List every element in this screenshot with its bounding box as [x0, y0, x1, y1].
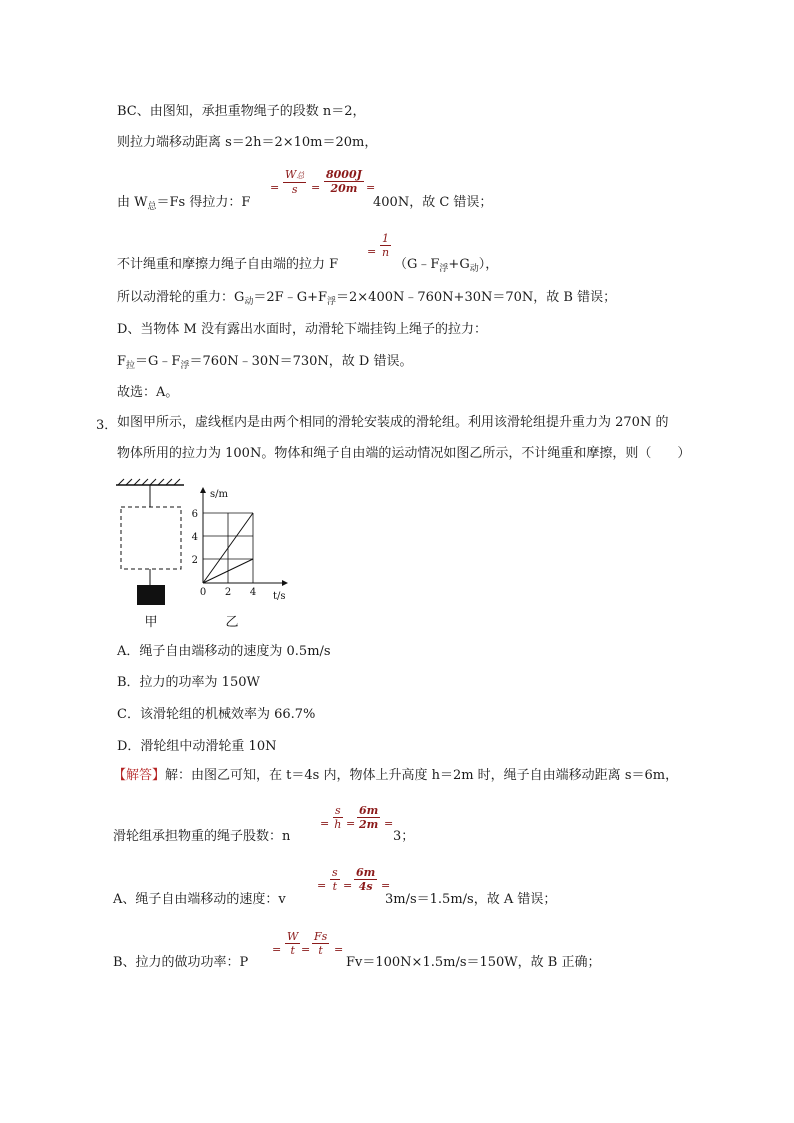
question-line-2: 物体所用的拉力为 100N。物体和绳子自由端的运动情况如图乙所示，不计绳重和摩擦，则（ ） — [117, 446, 691, 461]
answer-line-4: B、拉力的做功功率：P — [113, 955, 249, 970]
weight-block — [137, 585, 165, 605]
answer-line-3: A、绳子自由端移动的速度：v — [113, 892, 286, 907]
solution-line-choice: 故选：A。 — [117, 385, 179, 400]
answer-line-4-result: Fv＝100N×1.5m/s＝150W，故 B 正确； — [346, 955, 601, 970]
question-line-1: 如图甲所示，虚线框内是由两个相同的滑轮安装成的滑轮组。利用该滑轮组提升重力为 270N 的 — [117, 415, 669, 430]
solution-line-pull: $F_拉=G﹣F_浮=760N﹣30N=730N$，故 D 错误。 — [117, 354, 413, 371]
x-axis-arrow — [282, 580, 288, 586]
force-equation: = W总 s = $\frac{8000J}{20m}$ = — [270, 168, 376, 196]
question-number: 3． — [96, 418, 118, 433]
option-d: D．滑轮组中动滑轮重 10N — [117, 739, 277, 754]
label-jia: 甲 — [144, 615, 158, 630]
x-tick-2: 2 — [224, 587, 232, 598]
solution-line-d: D、当物体 M 没有露出水面时，动滑轮下端挂钩上绳子的拉力： — [117, 322, 487, 337]
solution-line-force: 由 $W_总=Fs$ 得拉力：F — [117, 195, 251, 212]
speed-equation: = $\frac{s}{t}$ = $\frac{6m}{4s}$ = — [317, 866, 391, 893]
answer-line-1: 【解答】解：由图乙可知，在 t＝4s 内，物体上升高度 h＝2m 时，绳子自由端移动距离 s＝6m， — [113, 768, 679, 783]
ceiling-hatching — [118, 479, 180, 485]
rope-count-equation: = $\frac{s}{h}$ = $\frac{6m}{2m}$ = — [320, 804, 394, 831]
tension-equation: = $\frac{1}{n}$ — [367, 232, 390, 259]
option-c: C．该滑轮组的机械效率为 66.7% — [117, 707, 316, 722]
y-axis-arrow — [200, 487, 206, 493]
x-axis-label: t/s — [273, 591, 286, 602]
solution-line-tension-formula: $(G﹣F_浮+G_动)$， — [394, 257, 499, 274]
answer-tag: 【解答】 — [113, 768, 166, 783]
solution-line-force-result: 400N，故 C 错误； — [373, 195, 493, 210]
answer-line-3-result: 3m/s＝1.5m/s，故 A 错误； — [385, 892, 557, 907]
pulley-figure — [110, 475, 310, 635]
option-b: B．拉力的功率为 150W — [117, 675, 260, 690]
pulley-dashed-box — [121, 507, 181, 569]
solution-line-bc: BC、由图知，承担重物绳子的段数 n＝2， — [117, 104, 366, 119]
solution-line-tension: 不计绳重和摩擦力绳子自由端的拉力 F — [117, 257, 339, 272]
x-tick-0: 0 — [199, 587, 207, 598]
option-a: A．绳子自由端移动的速度为 0.5m/s — [117, 644, 331, 659]
y-tick-6: 6 — [191, 509, 198, 520]
solution-line-distance: 则拉力端移动距离 s＝2h＝2×10m＝20m， — [117, 135, 378, 150]
answer-line-2: 滑轮组承担物重的绳子股数：n — [113, 829, 291, 844]
solution-line-pulley-weight: 所以动滑轮的重力：$G_动=2F﹣G+F_浮=2\times 400N﹣760N+30N=70N$，故 B 错误； — [117, 290, 617, 307]
x-tick-4: 4 — [249, 587, 257, 598]
answer-line-2-result: 3； — [393, 829, 415, 844]
y-tick-2: 2 — [191, 555, 198, 566]
label-yi: 乙 — [225, 615, 239, 630]
power-equation: = $\frac{W}{t}$ = $\frac{Fs}{t}$ = — [272, 930, 344, 957]
y-axis-label: s/m — [210, 489, 228, 500]
st-graph — [192, 487, 288, 602]
y-tick-4: 4 — [191, 532, 198, 543]
